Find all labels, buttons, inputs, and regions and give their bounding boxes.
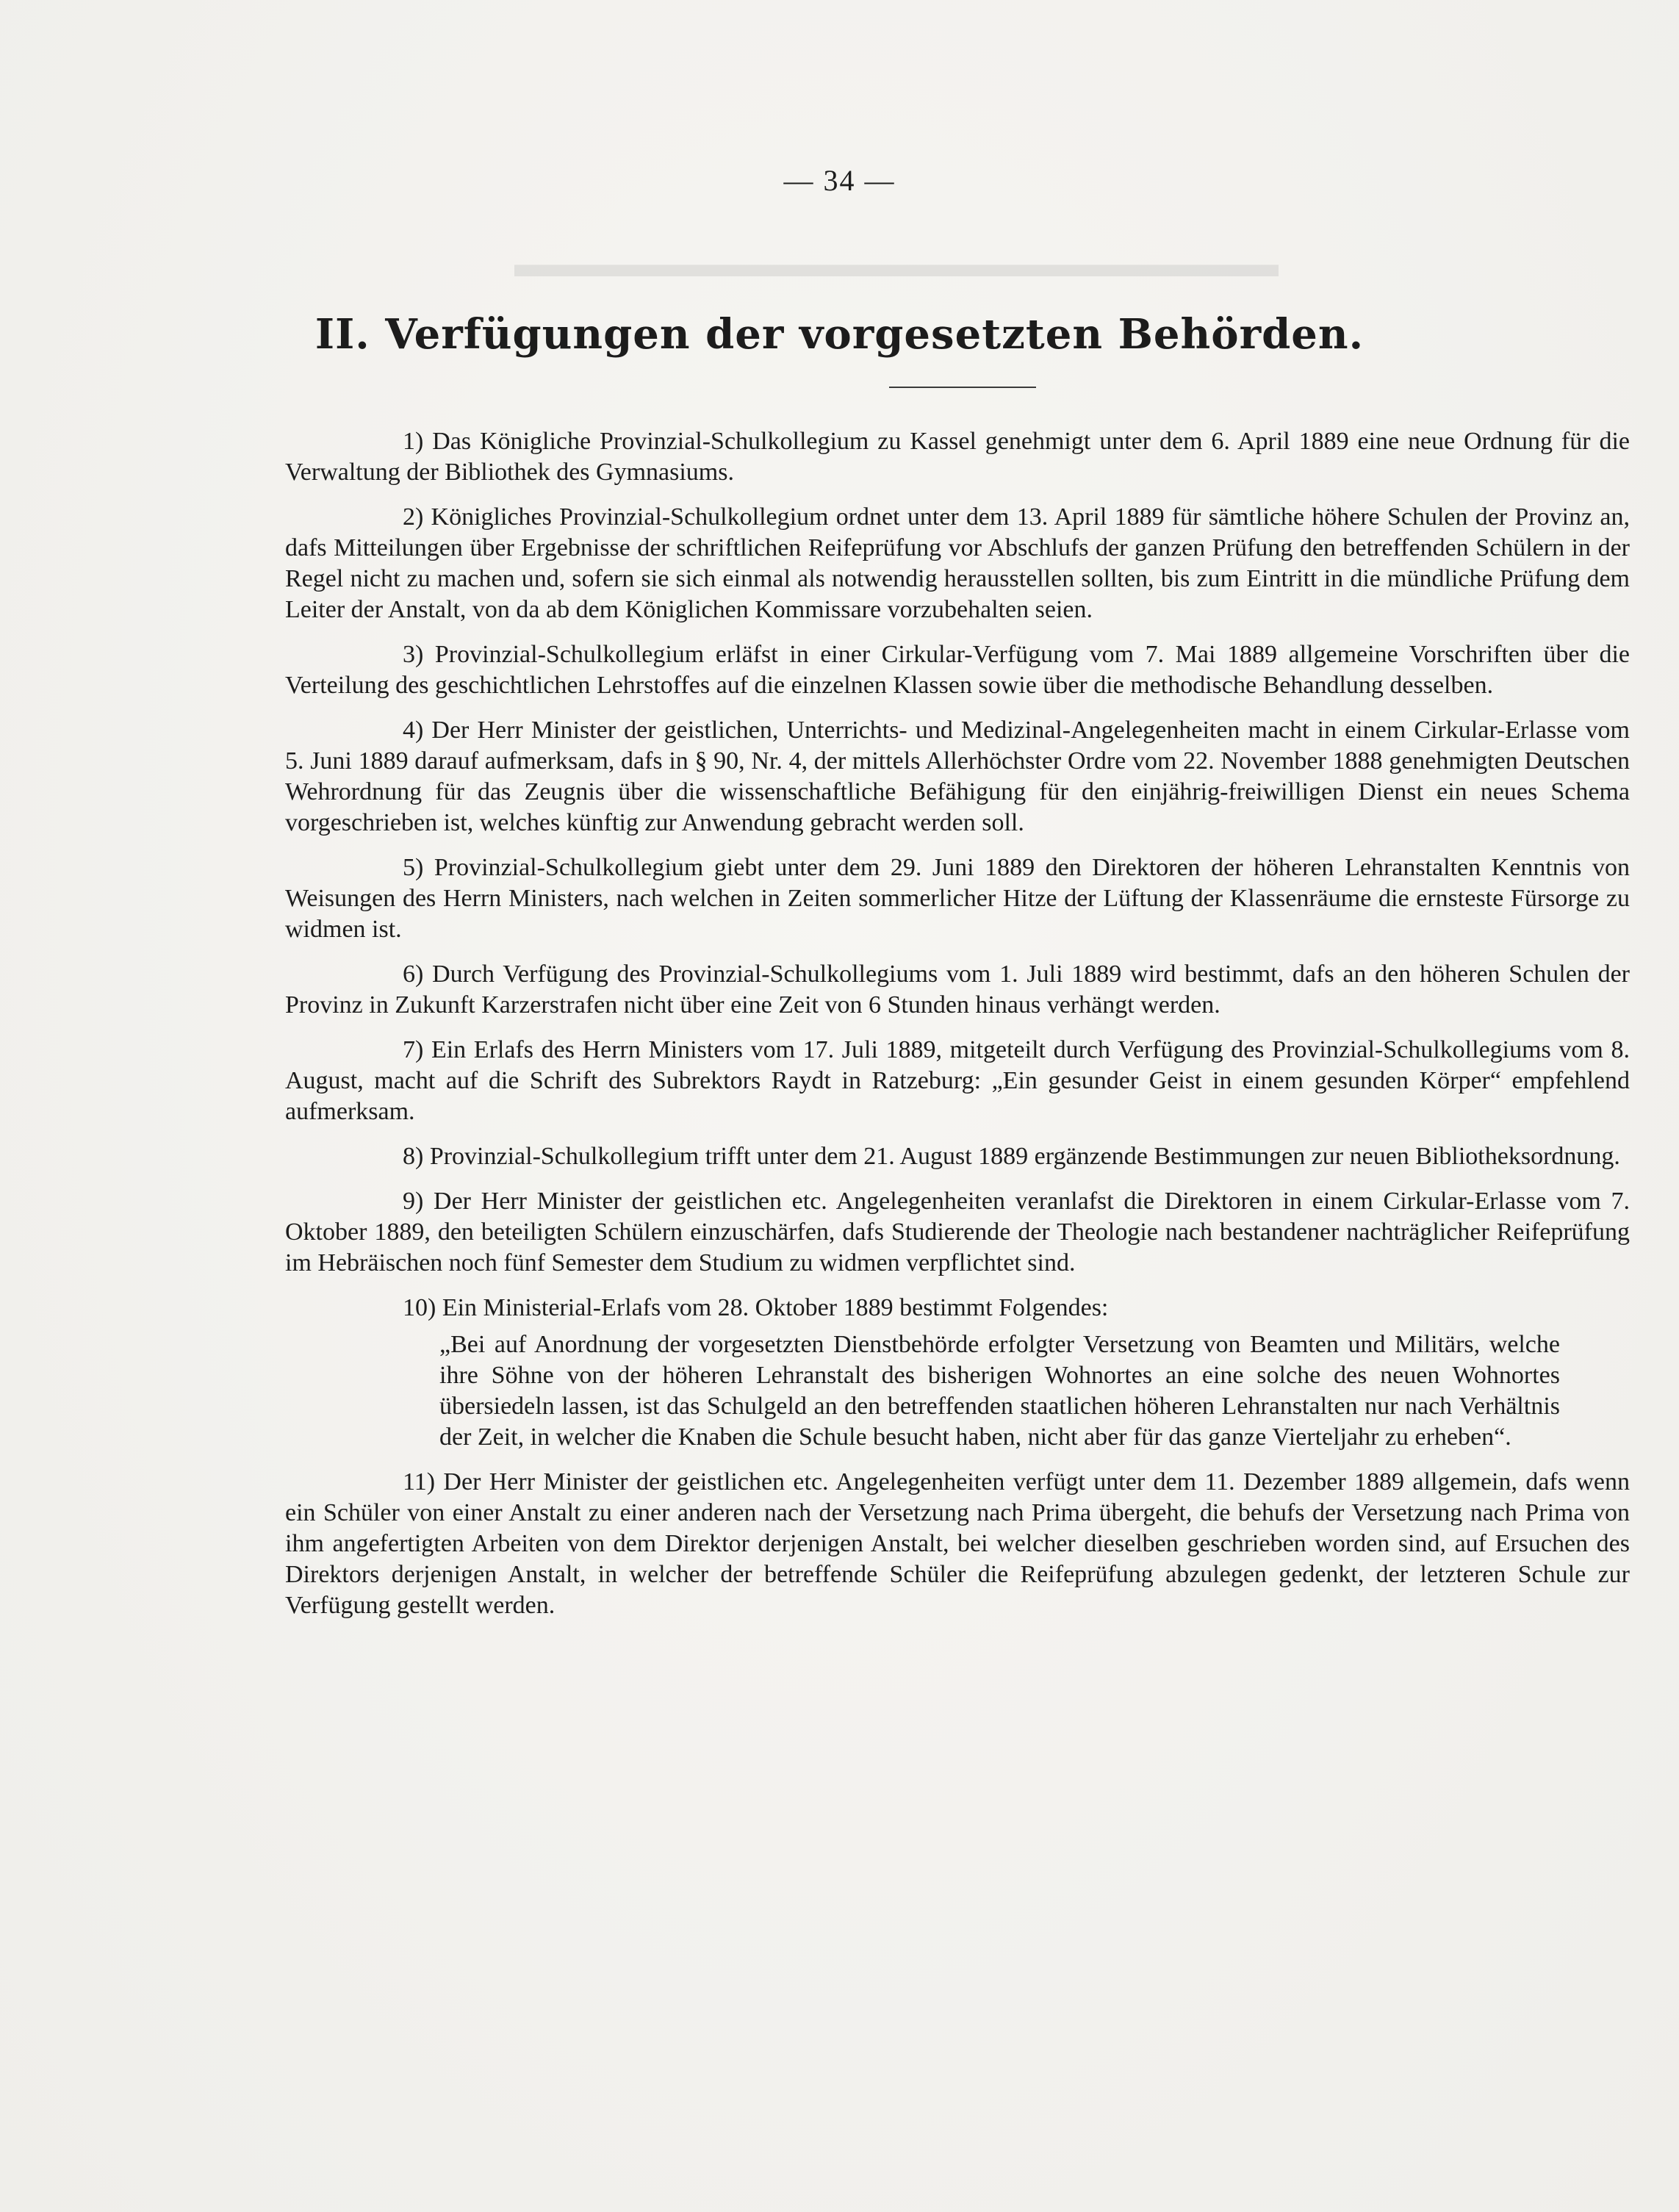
paragraph-7: 7) Ein Erlafs des Herrn Ministers vom 17. Juli 1889, mitgeteilt durch Verfügung des Provinzial-Schulkollegiums vom 8. August, macht auf die Schrift des Subrektors Raydt in Ratzeburg: „Ein gesunder Geist in einem gesunden Körper“ empfehlend aufmerksam. [285, 1036, 1630, 1125]
paragraph-2: 2) Königliches Provinzial-Schulkollegium ordnet unter dem 13. April 1889 für sämtliche höhere Schulen der Provinz an, dafs Mitteilungen über Ergebnisse der schriftlichen Reifeprüfung vor Abschlufs der ganzen Prüfung den betreffenden Schülern in der Regel nicht zu machen und, sofern sie sich einmal als notwendig herausstellen sollten, bis zum Eintritt in die mündliche Prüfung dem Leiter der Anstalt, von da ab dem Königlichen Kommissare vorzubehalten seien. [285, 503, 1630, 623]
page-number: — 34 — [783, 164, 896, 197]
body-text [285, 426, 1630, 1635]
section-heading: II. Verfügungen der vorgesetzten Behörden. [314, 310, 1365, 359]
heading-divider [889, 387, 1036, 388]
bleed-through-shadow: ▬▬▬▬▬▬▬▬▬▬▬▬▬▬▬▬▬▬▬▬ [514, 243, 1279, 285]
paragraph-1: 1) Das Königliche Provinzial-Schulkollegium zu Kassel genehmigt unter dem 6. April 1889 eine neue Ordnung für die Verwaltung der Bibliothek des Gymnasiums. [285, 428, 1630, 486]
paragraph-9: 9) Der Herr Minister der geistlichen etc. Angelegenheiten veranlafst die Direktoren in einem Cirkular-Erlasse vom 7. Oktober 1889, den beteiligten Schülern einzuschärfen, dafs Studierende der Theologie nach bestandener nachträglicher Reifeprüfung im Hebräischen noch fünf Semester dem Studium zu widmen verpflichtet sind. [285, 1188, 1630, 1276]
quoted-decree: „Bei auf Anordnung der vorgesetzten Dienstbehörde erfolgter Versetzung von Beamten und Militärs, welche ihre Söhne von der höheren Lehranstalt des bisherigen Wohnortes an eine solche des neuen Wohnortes übersiedeln lassen, ist das Schulgeld an den betreffenden staatlichen höheren Lehranstalten nur nach Verhältnis der Zeit, in welcher die Knaben die Schule besucht haben, nicht aber für das ganze Vierteljahr zu erheben“. [439, 1331, 1560, 1451]
paragraph-5: 5) Provinzial-Schulkollegium giebt unter dem 29. Juni 1889 den Direktoren der höheren Lehranstalten Kenntnis von Weisungen des Herrn Ministers, nach welchen in Zeiten sommerlicher Hitze der Lüftung der Klassenräume die ernsteste Fürsorge zu widmen ist. [285, 854, 1630, 943]
paragraph-4: 4) Der Herr Minister der geistlichen, Unterrichts- und Medizinal-Angelegenheiten macht in einem Cirkular-Erlasse vom 5. Juni 1889 darauf aufmerksam, dafs in § 90, Nr. 4, der mittels Allerhöchster Ordre vom 22. November 1888 genehmigten Deutschen Wehrordnung für das Zeugnis über die wissenschaftliche Befähigung für den einjährig-freiwilligen Dienst ein neues Schema vorgeschrieben ist, welches künftig zur Anwendung gebracht werden soll. [285, 717, 1630, 836]
paragraph-11: 11) Der Herr Minister der geistlichen etc. Angelegenheiten verfügt unter dem 11. Dezember 1889 allgemein, dafs wenn ein Schüler von einer Anstalt zu einer anderen nach der Versetzung nach Prima übergeht, die behufs der Versetzung nach Prima von ihm angefertigten Arbeiten von dem Direktor derjenigen Anstalt, bei welcher dieselben geschrieben worden sind, auf Ersuchen des Direktors derjenigen Anstalt, in welcher der betreffende Schüler die Reifeprüfung abzulegen gedenkt, der letzteren Schule zur Verfügung gestellt werden. [285, 1468, 1630, 1619]
paragraph-6: 6) Durch Verfügung des Provinzial-Schulkollegiums vom 1. Juli 1889 wird bestimmt, dafs an den höheren Schulen der Provinz in Zukunft Karzerstrafen nicht über eine Zeit von 6 Stunden hinaus verhängt werden. [285, 960, 1630, 1019]
paragraph-10: 10) Ein Ministerial-Erlafs vom 28. Oktober 1889 bestimmt Folgendes: [403, 1294, 1109, 1321]
paragraph-8: 8) Provinzial-Schulkollegium trifft unter dem 21. August 1889 ergänzende Bestimmungen zur neuen Bibliotheksordnung. [403, 1143, 1620, 1170]
paragraph-3: 3) Provinzial-Schulkollegium erläfst in einer Cirkular-Verfügung vom 7. Mai 1889 allgemeine Vorschriften über die Verteilung des geschichtlichen Lehrstoffes auf die einzelnen Klassen sowie über die methodische Behandlung desselben. [285, 641, 1630, 699]
